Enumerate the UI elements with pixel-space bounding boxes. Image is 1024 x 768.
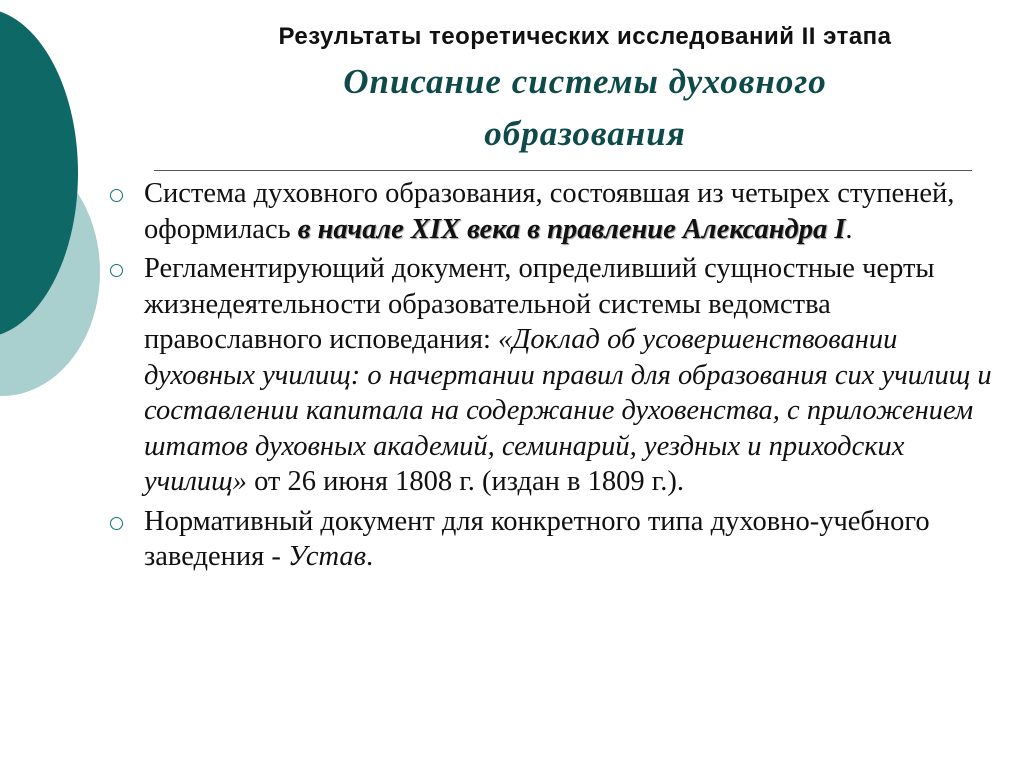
bullet-2-tail: от 26 июня 1808 г. (издан в 1809 г.). — [246, 466, 684, 497]
bullet-1-text: Система духовного образования, состоявшая из четырех ступеней, оформилась — [144, 178, 955, 245]
bullet-1-emphasis: в начале XIX века в правление Александра I — [297, 213, 846, 245]
bullet-3-tail: . — [366, 541, 374, 572]
bullet-item-3 — [110, 504, 1010, 575]
bullet-2-document-title: «Доклад об усовершенствовании духовных училищ: о начертании правил для образования сих училищ и составлении капитала на содержание духовенства, с приложением штатов духовных академий, семинарий, уездных и приходских училищ» — [144, 324, 992, 497]
slide-title-line-2: образования — [484, 114, 686, 153]
title-divider — [154, 170, 972, 171]
slide-header — [140, 18, 1024, 160]
bullet-3-text: Нормативный документ для конкретного типа духовно-учебного заведения - — [144, 505, 930, 572]
slide-title-line-1: Описание системы духовного — [343, 62, 827, 101]
bullet-item-1 — [110, 176, 1010, 247]
bullet-marker-icon — [110, 517, 123, 530]
bullet-item-2 — [110, 251, 1010, 500]
bullet-list — [110, 176, 1010, 579]
bullet-2-text: Регламентирующий документ, определивший сущностные черты жизнедеятельности образовательной системы ведомства православного исповедания: — [144, 253, 935, 355]
slide-kicker: Результаты теоретических исследований II этапа — [278, 23, 892, 50]
bullet-1-tail: . — [845, 213, 853, 245]
bullet-marker-icon — [110, 189, 123, 202]
bullet-3-emphasis: Устав — [287, 541, 367, 572]
bullet-marker-icon — [110, 264, 123, 277]
